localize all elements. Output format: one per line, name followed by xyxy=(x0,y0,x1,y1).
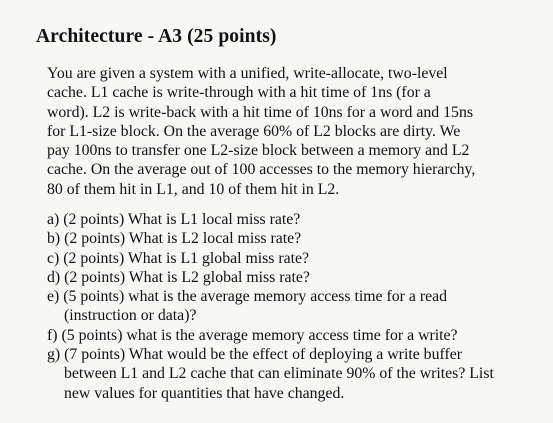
question-line: between L1 and L2 cache that can eliminate 90% of the writes? List xyxy=(64,365,494,383)
description-line: 80 of them hit in L1, and 10 of them hit in L2. xyxy=(47,180,340,198)
question-line: (instruction or data)? xyxy=(64,307,197,325)
question-line: b) (2 points) What is L2 local miss rate? xyxy=(47,230,302,248)
question-list xyxy=(47,210,537,403)
question-d xyxy=(47,268,537,287)
question-line: g) (7 points) What would be the effect of deploying a write buffer xyxy=(47,346,462,364)
question-b xyxy=(47,229,537,248)
description-line: You are given a system with a unified, write-allocate, two-level xyxy=(47,65,448,82)
description-line: cache. On the average out of 100 accesses to the memory hierarchy, xyxy=(47,161,476,179)
question-a xyxy=(47,210,537,229)
question-e xyxy=(47,287,537,326)
question-line: d) (2 points) What is L2 global miss rate? xyxy=(47,268,310,286)
problem-description xyxy=(47,64,515,199)
description-line: word). L2 is write-back with a hit time of 10ns for a word and 15ns xyxy=(47,103,473,121)
question-line: a) (2 points) What is L1 local miss rate? xyxy=(47,211,301,228)
question-g xyxy=(47,345,537,403)
question-line: e) (5 points) what is the average memory access time for a read xyxy=(47,288,448,306)
description-line: for L1-size block. On the average 60% of L2 blocks are dirty. We xyxy=(47,122,461,140)
question-line: c) (2 points) What is L1 global miss rate? xyxy=(47,249,310,267)
description-line: cache. L1 cache is write-through with a hit time of 1ns (for a xyxy=(47,84,431,102)
question-line: new values for quantities that have changed. xyxy=(64,384,345,402)
question-f xyxy=(47,326,537,345)
description-line: pay 100ns to transfer one L2-size block between a memory and L2 xyxy=(47,142,470,160)
question-line: f) (5 points) what is the average memory access time for a write? xyxy=(47,326,458,344)
question-c xyxy=(47,249,537,268)
document-title: Architecture - A3 (25 points) xyxy=(36,26,277,47)
